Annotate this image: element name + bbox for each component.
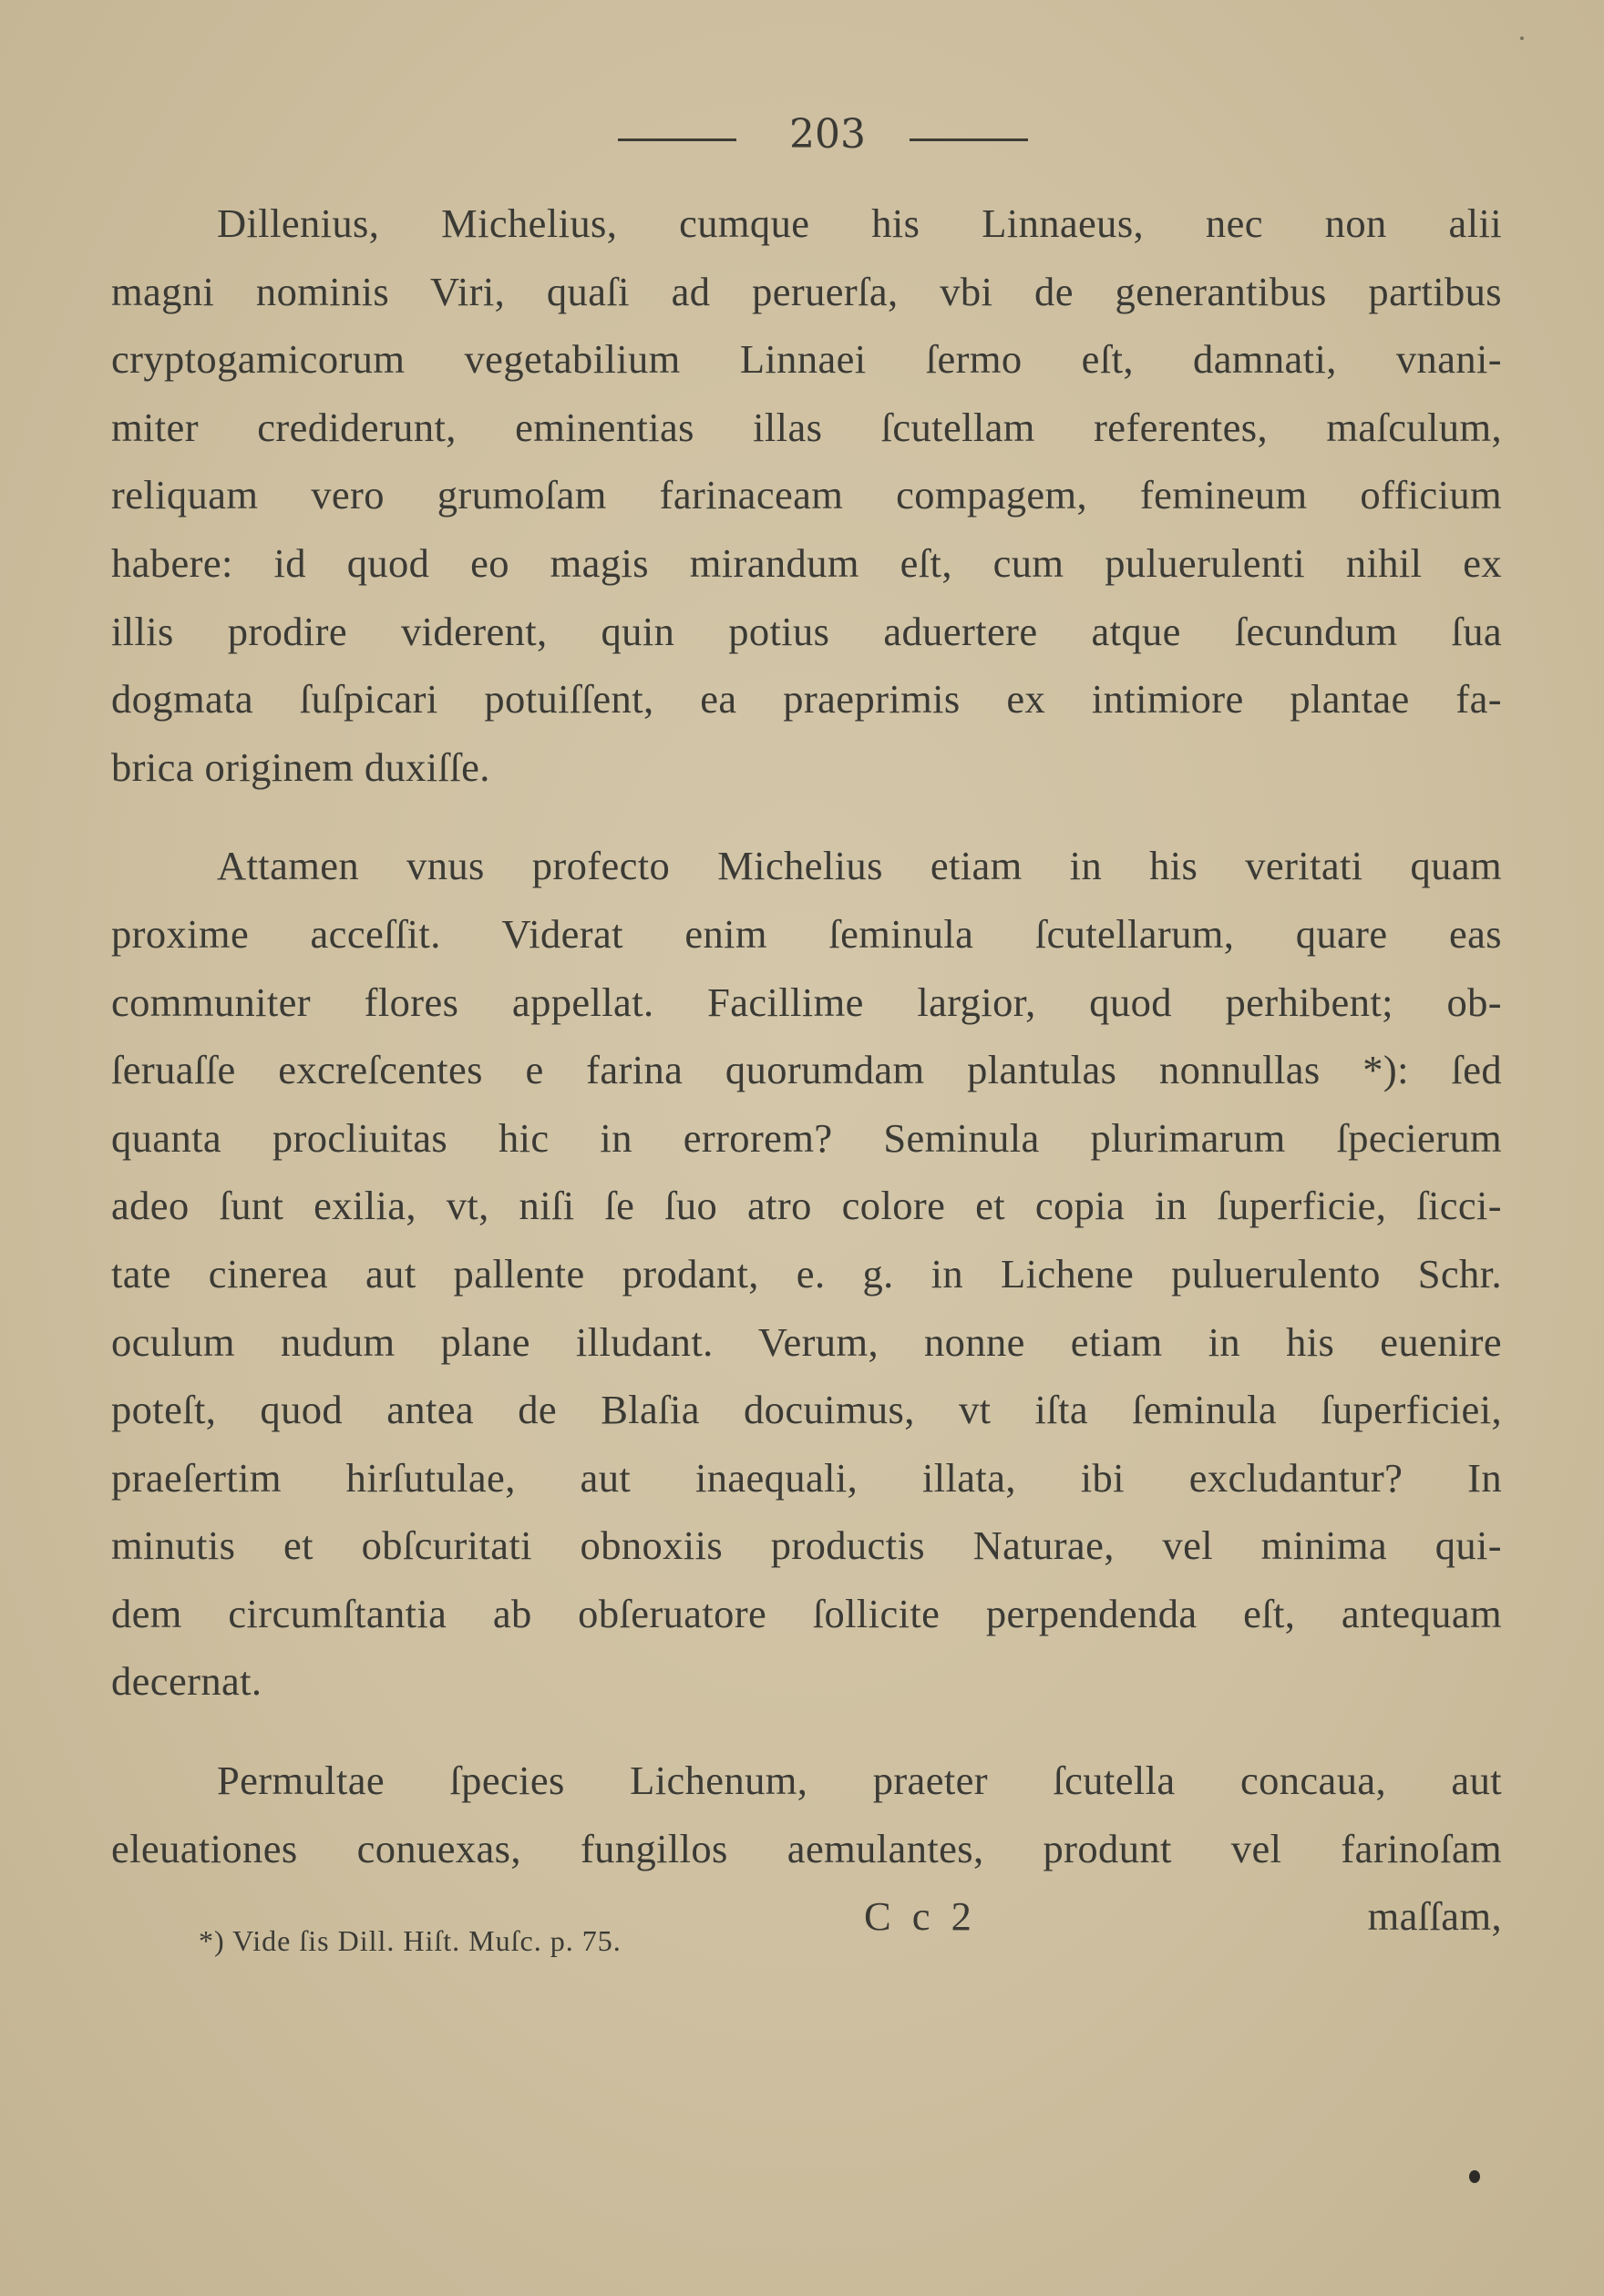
text-line: brica originem duxiſſe. (111, 743, 490, 790)
text-line: praeſertim hirſutulae, aut inaequali, illata, ibi excludantur? In (111, 1454, 1502, 1501)
ink-speck (1520, 36, 1524, 40)
paragraph-3 (111, 1747, 1502, 1882)
text-line: communiter flores appellat. Facillime largior, quod perhibent; ob- (111, 979, 1502, 1025)
text-line: oculum nudum plane illudant. Verum, nonne etiam in his euenire (111, 1318, 1502, 1365)
signature-mark: C c 2 (864, 1893, 977, 1940)
text-line: proxime acceſſit. Viderat enim ſeminula ſcutellarum, quare eas (111, 910, 1502, 957)
header-rule-right (910, 138, 1028, 141)
page-header (0, 108, 1604, 162)
text-line: magni nominis Viri, quaſi ad peruerſa, vbi de generantibus partibus (111, 268, 1502, 314)
text-line: tate cinerea aut pallente prodant, e. g. in Lichene puluerulento Schr. (111, 1250, 1502, 1297)
text-line: illis prodire viderent, quin potius aduertere atque ſecundum ſua (111, 608, 1502, 654)
page-number: 203 (789, 111, 866, 158)
text-line: miter crediderunt, eminentias illas ſcutellam referentes, maſculum, (111, 404, 1502, 450)
page-body (111, 190, 1502, 1951)
paragraph-1 (111, 190, 1502, 801)
text-line: habere: id quod eo magis mirandum eſt, cum puluerulenti nihil ex (111, 539, 1502, 586)
text-line: dogmata ſuſpicari potuiſſent, ea praeprimis ex intimiore plantae fa- (111, 676, 1502, 723)
text-line: ſeruaſſe excreſcentes e farina quorumdam plantulas nonnullas *): ſed (111, 1047, 1502, 1093)
text-line: Permultae ſpecies Lichenum, praeter ſcutella concaua, aut (217, 1758, 1502, 1804)
text-line: minutis et obſcuritati obnoxiis productis Naturae, vel minima qui- (111, 1522, 1502, 1569)
text-line: Dillenius, Michelius, cumque his Linnaeus, nec non alii (217, 200, 1502, 246)
paragraph-2 (111, 832, 1502, 1716)
text-line: poteſt, quod antea de Blaſia docuimus, vt iſta ſeminula ſuperficiei, (111, 1387, 1502, 1433)
text-line: Attamen vnus profecto Michelius etiam in his veritati quam (217, 843, 1502, 889)
text-line: reliquam vero grumoſam farinaceam compagem, femineum officium (111, 472, 1502, 518)
text-line: eleuationes conuexas, fungillos aemulantes, produnt vel farinoſam (111, 1825, 1502, 1871)
ink-speck (1469, 2170, 1480, 2183)
header-rule-left (618, 138, 736, 141)
footnote: *) Vide ſis Dill. Hiſt. Muſc. p. 75. (199, 1924, 622, 1957)
catchword: maſſam, (1367, 1893, 1502, 1940)
text-line: dem circumſtantia ab obſeruatore ſollicite perpendenda eſt, antequam (111, 1590, 1502, 1636)
text-line: adeo ſunt exilia, vt, niſi ſe ſuo atro colore et copia in ſuperficie, ſicci- (111, 1183, 1502, 1229)
text-line: cryptogamicorum vegetabilium Linnaei ſermo eſt, damnati, vnani- (111, 336, 1502, 383)
text-line: decernat. (111, 1658, 262, 1705)
text-line: quanta procliuitas hic in errorem? Seminula plurimarum ſpecierum (111, 1114, 1502, 1161)
